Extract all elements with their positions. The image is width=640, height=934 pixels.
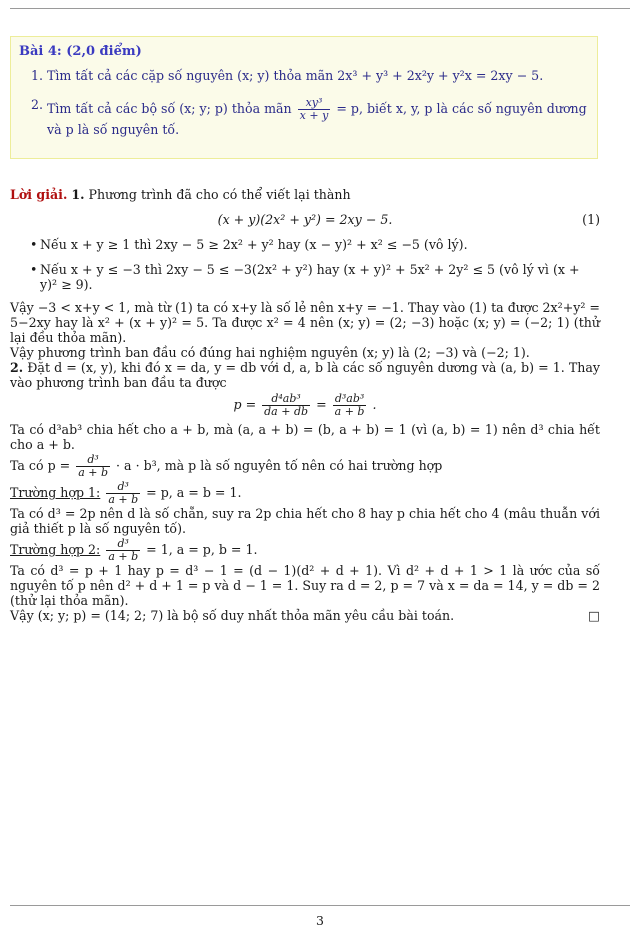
- footer-rule: [10, 905, 630, 906]
- fraction-numerator: d³ab³: [333, 393, 367, 406]
- bullet-text: Nếu x + y ≥ 1 thì 2xy − 5 ≥ 2x² + y² hay (x − y)² + x² ≤ −5 (vô lý).: [40, 237, 468, 252]
- conclusion: [10, 608, 600, 623]
- paragraph-text: Ta có p =: [10, 458, 71, 473]
- case-condition: = 1, a = p, b = 1.: [146, 542, 258, 557]
- problem-item-2: [31, 97, 591, 137]
- problem-title: Bài 4: (2,0 điểm): [19, 44, 142, 59]
- problem-item-1: [31, 68, 591, 83]
- paragraph: Vậy −3 < x+y < 1, mà từ (1) ta có x+y là số lẻ nên x+y = −1. Thay vào (1) ta được 2x²+y² = 5−2xy hay là x² + (x + y)² = 5. Ta được x² = 4 nên (x; y) = (2; −3) hoặc (x; y) = (−2; 1) (thử lại đều thỏa mãn).: [10, 300, 600, 345]
- problem-item-text: Tìm tất cả các bộ số (x; y; p) thỏa mãn: [47, 101, 292, 116]
- paragraph: Vậy phương trình ban đầu có đúng hai nghiệm nguyên (x; y) là (2; −3) và (−2; 1).: [10, 345, 530, 360]
- fraction: [76, 454, 110, 479]
- fraction-denominator: x + y: [299, 109, 329, 122]
- fraction: [106, 538, 140, 563]
- fraction-numerator: d³: [76, 454, 110, 467]
- paragraph-text: · a · b³, mà p là số nguyên tố nên có hai trường hợp: [116, 458, 443, 473]
- fraction: [333, 393, 367, 418]
- fraction-numerator: d³: [106, 481, 140, 494]
- page-number: 3: [316, 913, 324, 928]
- paragraph-text: Vậy (x; y; p) = (14; 2; 7) là bộ số duy nhất thỏa mãn yêu cầu bài toán.: [10, 608, 455, 623]
- part-number: 2.: [10, 360, 24, 375]
- fraction-denominator: a + b: [108, 493, 139, 506]
- fraction-denominator: a + b: [78, 466, 109, 479]
- bullet-item: [10, 262, 600, 292]
- fraction-numerator: xy³: [298, 97, 331, 110]
- paragraph: [10, 454, 600, 479]
- case-label: Trường hợp 1:: [10, 485, 101, 500]
- fraction-numerator: d⁴ab³: [262, 393, 310, 406]
- bullet-dot: •: [30, 262, 38, 277]
- fraction: [106, 481, 140, 506]
- equation-sign: =: [316, 397, 327, 412]
- solution-label: Lời giải.: [10, 187, 68, 202]
- bullet-item: [10, 237, 600, 252]
- solution-intro: [10, 187, 600, 202]
- fraction-denominator: a + b: [334, 405, 365, 418]
- problem-list: [31, 68, 591, 149]
- case-2-heading: [10, 538, 600, 563]
- paragraph: [10, 360, 600, 390]
- bullet-dot: •: [30, 237, 38, 252]
- equation-lhs: p =: [233, 397, 257, 412]
- problem-item-text: Tìm tất cả các cặp số nguyên (x; y) thỏa mãn 2x³ + y³ + 2x²y + y²x = 2xy − 5.: [47, 68, 544, 83]
- fraction: [298, 97, 331, 122]
- case-condition: = p, a = b = 1.: [146, 485, 242, 500]
- fraction-numerator: d³: [106, 538, 140, 551]
- paragraph: Ta có d³ = p + 1 hay p = d³ − 1 = (d − 1)(d² + d + 1). Vì d² + d + 1 > 1 là ước của số nguyên tố p nên d² + d + 1 = p và d − 1 = 1. Suy ra d = 2, p = 7 và x = da = 14, y = db = 2 (thử lại thỏa mãn).: [10, 563, 600, 608]
- equation-1: [10, 212, 600, 227]
- paragraph: Ta có d³ = 2p nên d là số chẵn, suy ra 2p chia hết cho 8 hay p chia hết cho 4 (mâu thuẫn với giả thiết p là số nguyên tố).: [10, 506, 600, 536]
- paragraph: Ta có d³ab³ chia hết cho a + b, mà (a, a + b) = (b, a + b) = 1 (vì (a, b) = 1) nên d³ chia hết cho a + b.: [10, 422, 600, 452]
- equation-2: [10, 393, 600, 418]
- part-number: 1.: [71, 187, 85, 202]
- solution-section: [10, 187, 600, 623]
- paragraph-text: Phương trình đã cho có thể viết lại thành: [88, 187, 351, 202]
- case-label: Trường hợp 2:: [10, 542, 101, 557]
- fraction-denominator: da + db: [264, 405, 309, 418]
- equation-tag: (1): [582, 212, 600, 227]
- fraction: [262, 393, 310, 418]
- problem-box: [10, 36, 598, 159]
- case-1-heading: [10, 481, 600, 506]
- paragraph-text: Đặt d = (x, y), khi đó x = da, y = db với d, a, b là các số nguyên dương và (a, b) = 1. Thay vào phương trình ban đầu ta được: [10, 360, 600, 390]
- fraction-denominator: a + b: [108, 550, 139, 563]
- equation-text: (x + y)(2x² + y²) = 2xy − 5.: [217, 212, 393, 227]
- bullet-text: Nếu x + y ≤ −3 thì 2xy − 5 ≤ −3(2x² + y²) hay (x + y)² + 5x² + 2y² ≤ 5 (vô lý vì (x + y)² ≥ 9).: [40, 262, 580, 292]
- header-rule: [10, 8, 630, 9]
- problem-item-number: 1.: [31, 68, 44, 83]
- qed-square-icon: □: [588, 608, 600, 623]
- equation-end: .: [372, 397, 377, 412]
- problem-item-number: 2.: [31, 97, 44, 112]
- problem-item-text: = p, biết x, y, p là các số nguyên dương và p là số nguyên tố.: [47, 101, 587, 137]
